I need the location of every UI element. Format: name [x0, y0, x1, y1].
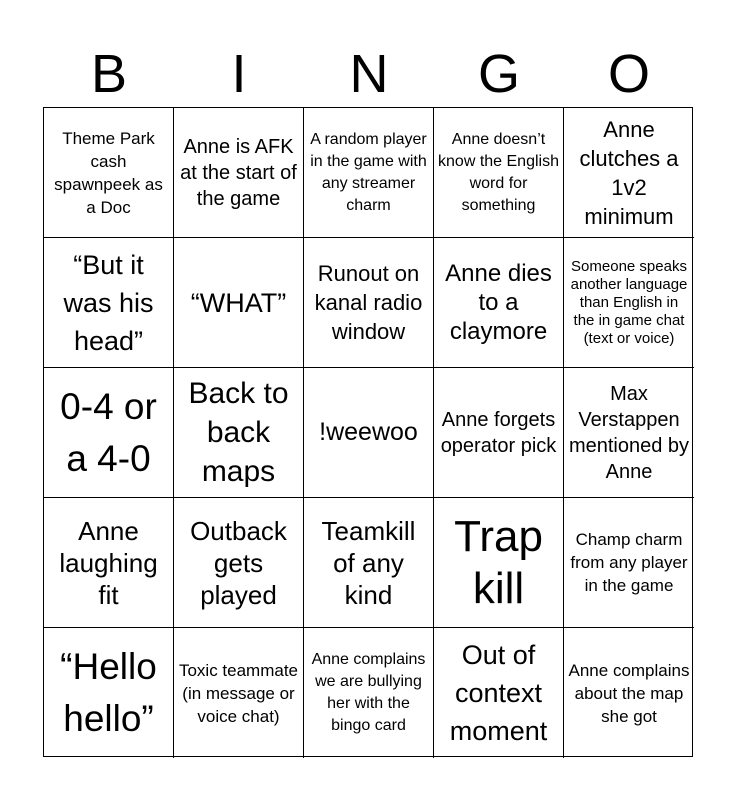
bingo-cell-r5-c5[interactable]: [564, 628, 694, 758]
bingo-cell-text: A random player in the game with any streamer charm: [310, 130, 427, 214]
bingo-header: [44, 44, 694, 104]
bingo-cell-r2-c5[interactable]: [564, 238, 694, 368]
bingo-cell-text: Anne is AFK at the start of the game: [180, 135, 297, 210]
bingo-cell-text: “But it was his head”: [63, 249, 154, 356]
bingo-cell-text: 0-4 or a 4-0: [60, 385, 157, 479]
bingo-cell-r4-c4[interactable]: [434, 498, 564, 628]
bingo-cell-r3-c5[interactable]: [564, 368, 694, 498]
bingo-cell-r2-c2[interactable]: [174, 238, 304, 368]
bingo-cell-r5-c4[interactable]: [434, 628, 564, 758]
bingo-cell-r2-c1[interactable]: [44, 238, 174, 368]
header-letter-g: G: [477, 44, 520, 104]
bingo-cell-r4-c5[interactable]: [564, 498, 694, 628]
bingo-cell-r1-c3[interactable]: [304, 108, 434, 238]
bingo-cell-text: Champ charm from any player in the game: [570, 530, 688, 595]
bingo-cell-r3-c1[interactable]: [44, 368, 174, 498]
bingo-cell-text: Outback gets played: [190, 515, 287, 610]
bingo-cell-text: Max Verstappen mentioned by Anne: [568, 382, 690, 483]
bingo-cell-text: Anne dies to a claymore: [445, 260, 552, 345]
bingo-cell-text: Theme Park cash spawnpeek as a Doc: [54, 128, 163, 217]
bingo-cell-r1-c1[interactable]: [44, 108, 174, 238]
bingo-cell-text: Anne laughing fit: [59, 515, 158, 610]
bingo-cell-text: !weewoo: [319, 418, 418, 446]
bingo-cell-text: Back to back maps: [188, 377, 289, 488]
header-letter-n: N: [349, 44, 389, 104]
bingo-cell-text: Toxic teammate (in message or voice chat): [178, 660, 299, 726]
bingo-cell-r1-c5[interactable]: [564, 108, 694, 238]
bingo-card: [43, 107, 693, 757]
bingo-cell-text: “WHAT”: [190, 287, 287, 318]
bingo-cell-r2-c3[interactable]: [304, 238, 434, 368]
bingo-cell-r5-c2[interactable]: [174, 628, 304, 758]
bingo-cell-text: Someone speaks another language than English in the in game chat (text or voice): [570, 257, 688, 347]
bingo-cell-text: Trap kill: [454, 511, 543, 613]
bingo-cell-text: Out of context moment: [449, 640, 548, 746]
bingo-cell-r4-c2[interactable]: [174, 498, 304, 628]
bingo-cell-text: Anne doesn’t know the English word for something: [438, 130, 559, 214]
bingo-cell-r3-c3[interactable]: [304, 368, 434, 498]
header-letter-o: O: [607, 44, 650, 104]
bingo-cell-text: Teamkill of any kind: [321, 515, 416, 610]
bingo-cell-r4-c1[interactable]: [44, 498, 174, 628]
bingo-cell-r4-c3[interactable]: [304, 498, 434, 628]
bingo-cell-text: Anne complains about the map she got: [568, 660, 690, 726]
bingo-cell-r3-c4[interactable]: [434, 368, 564, 498]
bingo-cell-text: Runout on kanal radio window: [314, 261, 423, 344]
bingo-cell-r1-c2[interactable]: [174, 108, 304, 238]
header-letter-b: B: [90, 44, 128, 104]
bingo-cell-text: Anne clutches a 1v2 minimum: [579, 116, 679, 229]
bingo-cell-r3-c2[interactable]: [174, 368, 304, 498]
bingo-cell-text: Anne complains we are bullying her with the bingo card: [311, 651, 426, 734]
bingo-cell-r2-c4[interactable]: [434, 238, 564, 368]
bingo-cell-r1-c4[interactable]: [434, 108, 564, 238]
header-letter-i: I: [231, 44, 247, 104]
bingo-cell-r5-c1[interactable]: [44, 628, 174, 758]
bingo-cell-text: Anne forgets operator pick: [440, 408, 557, 457]
bingo-cell-text: “Hello hello”: [60, 646, 157, 739]
bingo-cell-r5-c3[interactable]: [304, 628, 434, 758]
